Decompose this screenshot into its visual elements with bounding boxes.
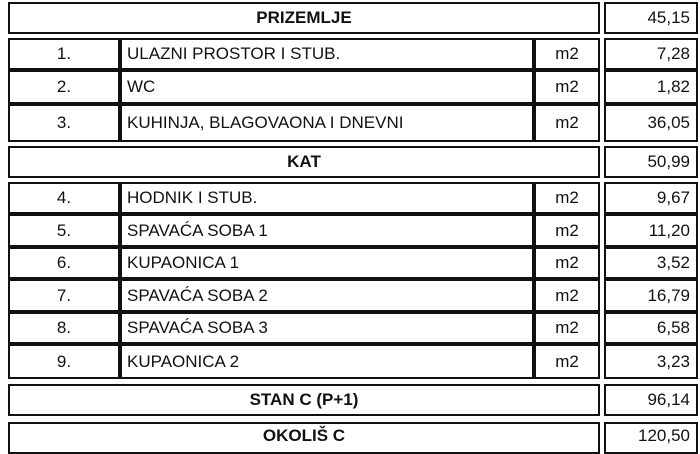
summary-total: 120,50 <box>604 422 698 454</box>
room-number: 9. <box>8 344 120 379</box>
summary-row-stan <box>0 384 700 416</box>
section-title: PRIZEMLJE <box>8 2 600 34</box>
table-row <box>0 344 700 379</box>
room-number: 5. <box>8 214 120 247</box>
table-row <box>0 279 700 312</box>
room-area: 3,52 <box>604 247 698 279</box>
room-name: ULAZNI PROSTOR I STUB. <box>120 38 534 70</box>
table-row <box>0 70 700 104</box>
room-name: KUPAONICA 2 <box>120 344 534 379</box>
section-total: 45,15 <box>604 2 698 34</box>
room-number: 7. <box>8 279 120 312</box>
table-row <box>0 247 700 279</box>
section-header-kat <box>0 146 700 178</box>
room-unit: m2 <box>534 70 600 104</box>
room-number: 2. <box>8 70 120 104</box>
room-name: KUHINJA, BLAGOVAONA I DNEVNI <box>120 104 534 142</box>
room-name: KUPAONICA 1 <box>120 247 534 279</box>
room-number: 8. <box>8 312 120 344</box>
room-unit: m2 <box>534 344 600 379</box>
room-name: SPAVAĆA SOBA 1 <box>120 214 534 247</box>
room-unit: m2 <box>534 38 600 70</box>
room-area: 9,67 <box>604 182 698 214</box>
section-total: 50,99 <box>604 146 698 178</box>
room-area: 7,28 <box>604 38 698 70</box>
summary-title: STAN C (P+1) <box>8 384 600 416</box>
room-unit: m2 <box>534 182 600 214</box>
room-number: 6. <box>8 247 120 279</box>
room-unit: m2 <box>534 214 600 247</box>
room-number: 1. <box>8 38 120 70</box>
section-header-prizemlje <box>0 2 700 34</box>
table-row <box>0 38 700 70</box>
room-area: 3,23 <box>604 344 698 379</box>
table-row <box>0 182 700 214</box>
room-unit: m2 <box>534 312 600 344</box>
room-number: 3. <box>8 104 120 142</box>
table-row <box>0 214 700 247</box>
room-area: 6,58 <box>604 312 698 344</box>
room-name: SPAVAĆA SOBA 3 <box>120 312 534 344</box>
section-title: KAT <box>8 146 600 178</box>
room-name: SPAVAĆA SOBA 2 <box>120 279 534 312</box>
room-name: HODNIK I STUB. <box>120 182 534 214</box>
room-area: 1,82 <box>604 70 698 104</box>
table-row <box>0 312 700 344</box>
summary-title: OKOLIŠ C <box>8 422 600 454</box>
table-row <box>0 104 700 142</box>
room-unit: m2 <box>534 279 600 312</box>
room-area: 11,20 <box>604 214 698 247</box>
room-name: WC <box>120 70 534 104</box>
summary-total: 96,14 <box>604 384 698 416</box>
room-area: 16,79 <box>604 279 698 312</box>
summary-row-okolis <box>0 422 700 443</box>
room-unit: m2 <box>534 104 600 142</box>
room-number: 4. <box>8 182 120 214</box>
room-area: 36,05 <box>604 104 698 142</box>
room-unit: m2 <box>534 247 600 279</box>
